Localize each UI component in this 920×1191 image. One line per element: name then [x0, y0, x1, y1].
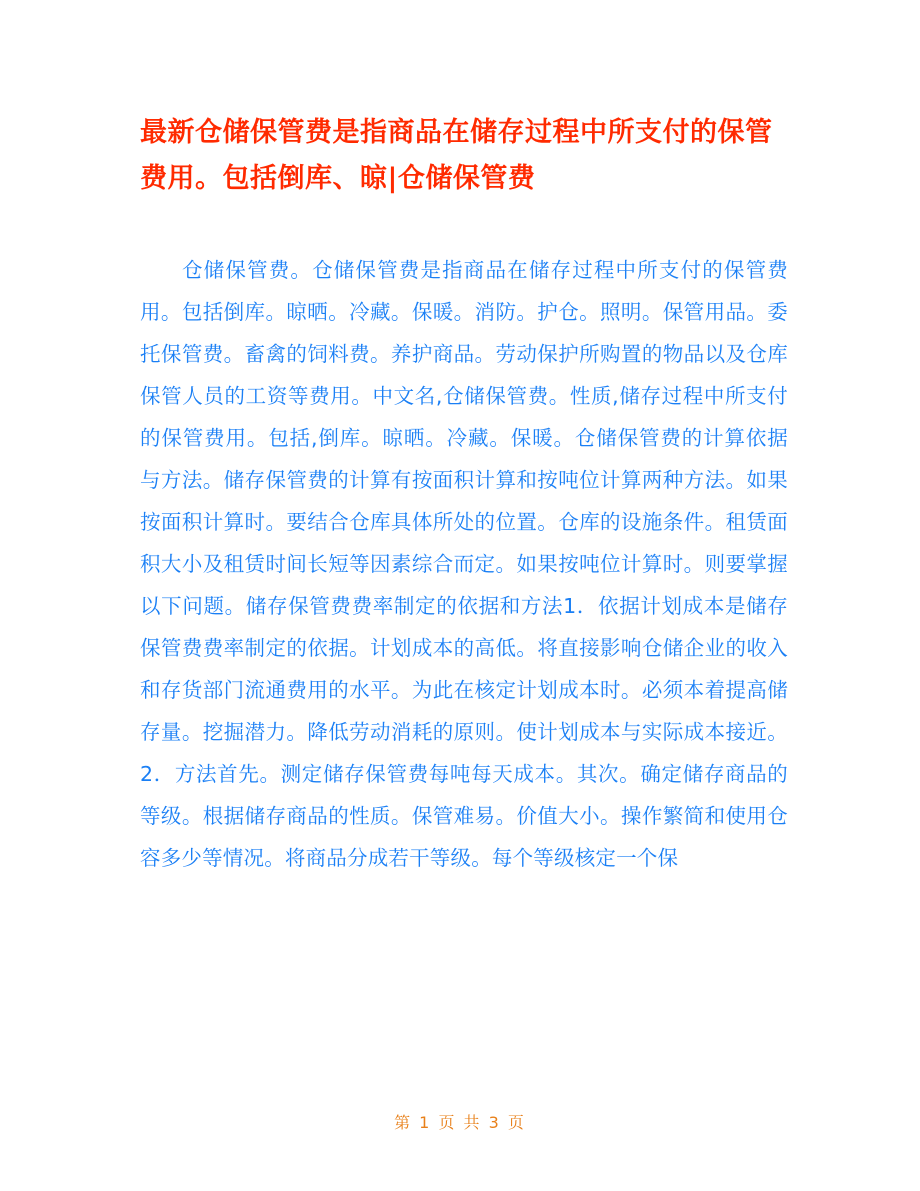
page-footer	[0, 1110, 920, 1133]
document-body-paragraph: 仓储保管费。仓储保管费是指商品在储存过程中所支付的保管费用。包括倒库。晾晒。冷藏。保暖。消防。护仓。照明。保管用品。委托保管费。畜禽的饲料费。养护商品。劳动保护所购置的物品以及仓库保管人员的工资等费用。中文名,仓储保管费。性质,储存过程中所支付的保管费用。包括,倒库。晾晒。冷藏。保暖。仓储保管费的计算依据与方法。储存保管费的计算有按面积计算和按吨位计算两种方法。如果按面积计算时。要结合仓库具体所处的位置。仓库的设施条件。租赁面积大小及租赁时间长短等因素综合而定。如果按吨位计算时。则要掌握以下问题。储存保管费费率制定的依据和方法1．依据计划成本是储存保管费费率制定的依据。计划成本的高低。将直接影响仓储企业的收入和存货部门流通费用的水平。为此在核定计划成本时。必须本着提高储存量。挖掘潜力。降低劳动消耗的原则。使计划成本与实际成本接近。2．方法首先。测定储存保管费每吨每天成本。其次。确定储存商品的等级。根据储存商品的性质。保管难易。价值大小。操作繁简和使用仓容多少等情况。将商品分成若干等级。每个等级核定一个保	[140, 257, 788, 871]
footer-middle: 页 共	[438, 1113, 482, 1132]
footer-prefix: 第	[394, 1113, 413, 1132]
footer-suffix: 页	[507, 1113, 526, 1132]
footer-current-page: 1	[419, 1113, 432, 1132]
document-content	[140, 110, 788, 879]
page-title: 最新仓储保管费是指商品在储存过程中所支付的保管费用。包括倒库、晾|仓储保管费	[140, 117, 773, 195]
footer-total-pages: 3	[488, 1113, 501, 1132]
